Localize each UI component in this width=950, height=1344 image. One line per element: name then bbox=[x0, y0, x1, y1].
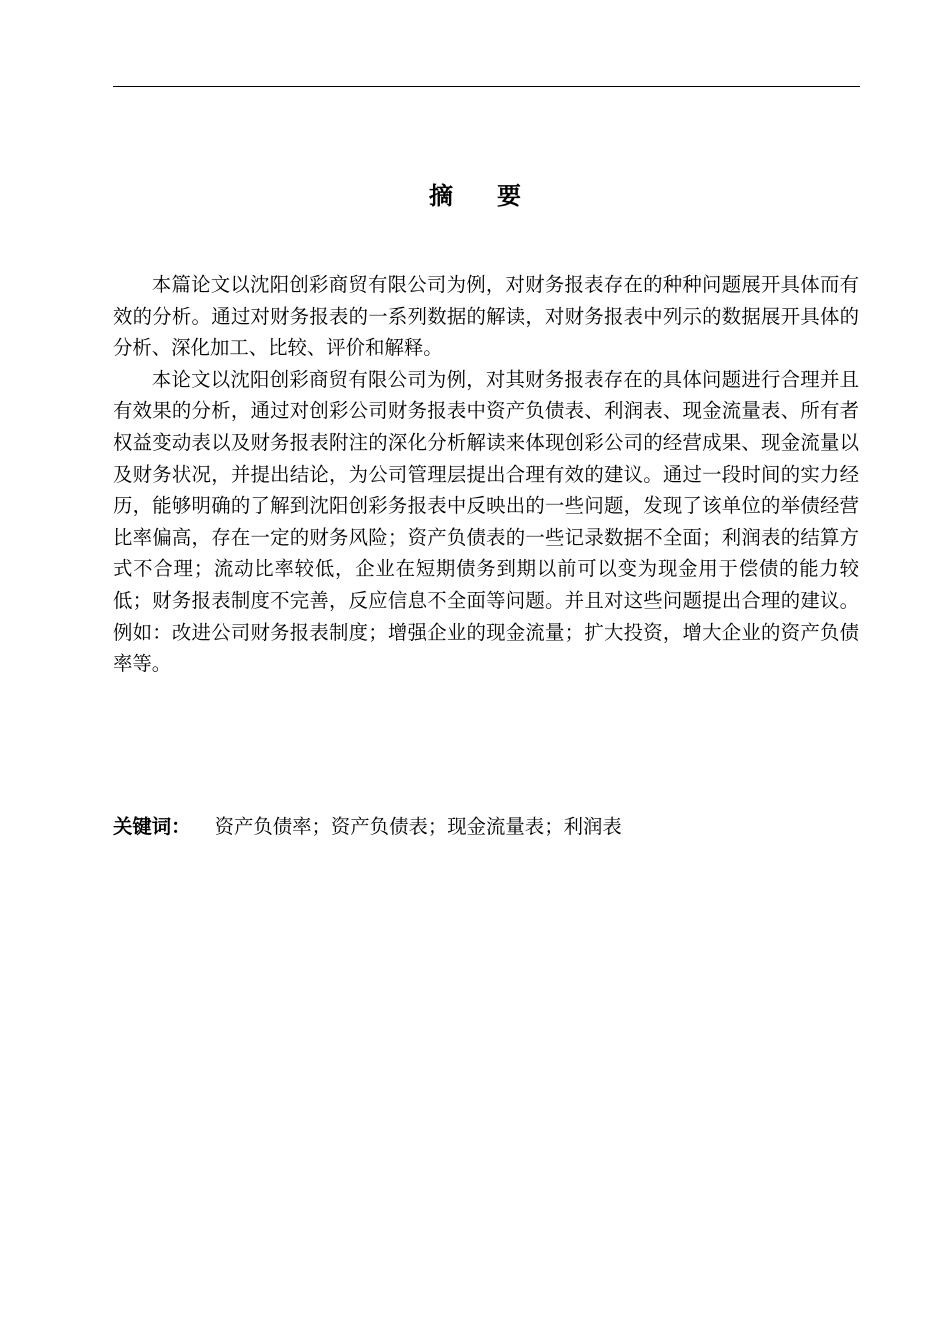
abstract-paragraph-2: 本论文以沈阳创彩商贸有限公司为例，对其财务报表存在的具体问题进行合理并且有效果的分析，通过对创彩公司财务报表中资产负债表、利润表、现金流量表、所有者权益变动表以及财务报表附注的深化分析解读来体现创彩公司的经营成果、现金流量以及财务状况，并提出结论，为公司管理层提出合理有效的建议。通过一段时间的实力经历，能够明确的了解到沈阳创彩务报表中反映出的一些问题，发现了该单位的举债经营比率偏高，存在一定的财务风险；资产负债表的一些记录数据不全面；利润表的结算方式不合理；流动比率较低，企业在短期债务到期以前可以变为现金用于偿债的能力较低；财务报表制度不完善，反应信息不全面等问题。并且对这些问题提出合理的建议。例如：改进公司财务报表制度；增强企业的现金流量；扩大投资，增大企业的资产负债率等。 bbox=[113, 367, 859, 676]
page-title: 摘要 bbox=[429, 182, 565, 210]
header-rule bbox=[113, 86, 860, 87]
keywords-label: 关键词： bbox=[113, 815, 191, 838]
keywords-text: 资产负债率；资产负债表；现金流量表；利润表 bbox=[214, 815, 622, 838]
abstract-paragraph-1: 本篇论文以沈阳创彩商贸有限公司为例，对财务报表存在的种种问题展开具体而有效的分析。通过对财务报表的一系列数据的解读，对财务报表中列示的数据展开具体的分析、深化加工、比较、评价和解释。 bbox=[113, 273, 859, 360]
keywords-line bbox=[113, 811, 859, 843]
abstract-body bbox=[113, 269, 859, 680]
